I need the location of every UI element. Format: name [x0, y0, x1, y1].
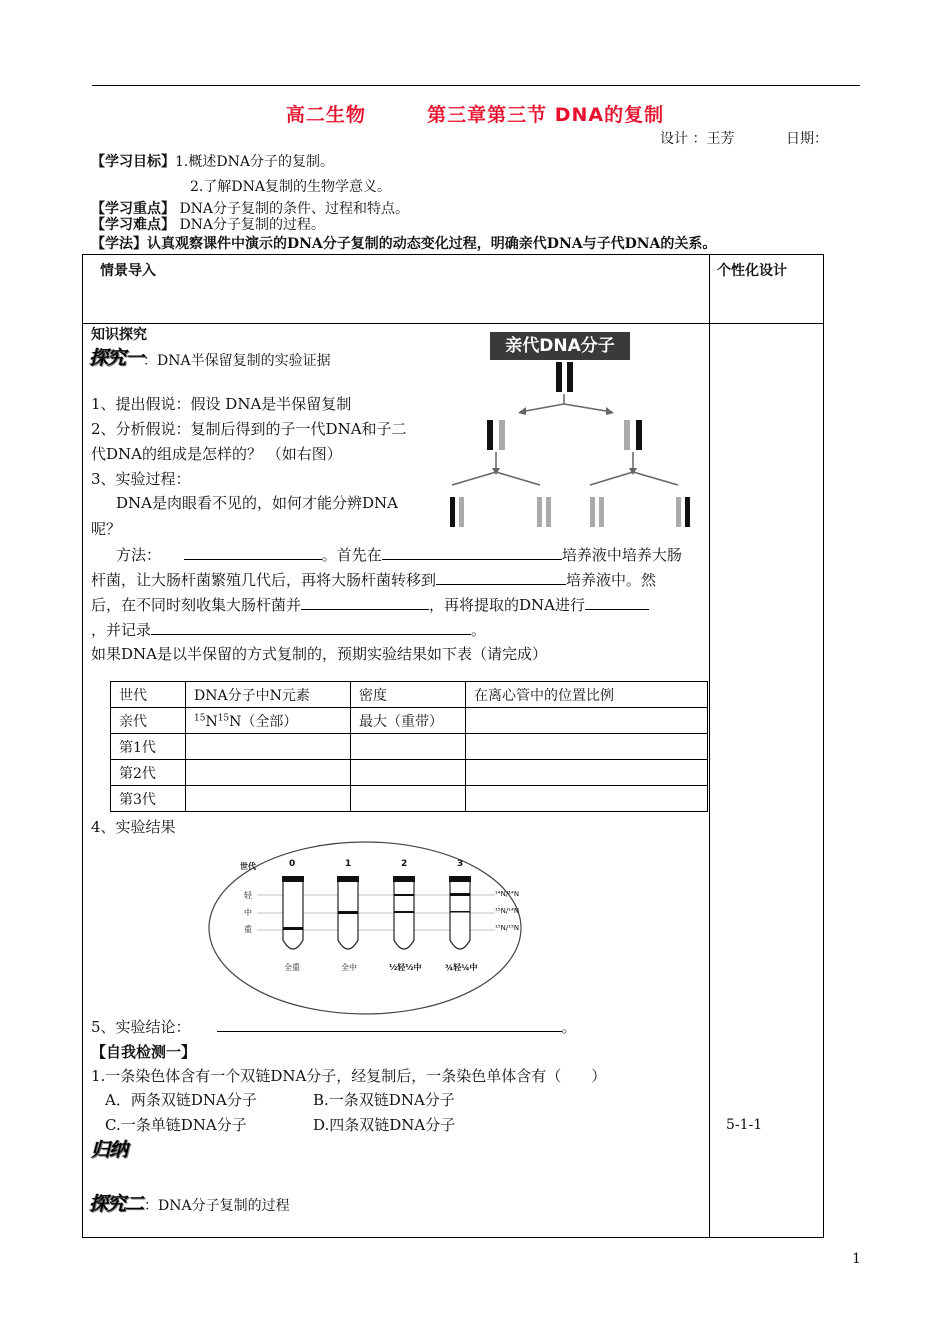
- gen2-1-old: [450, 497, 455, 527]
- blank-record[interactable]: [151, 620, 471, 635]
- question-a: DNA是肉眼看不见的，如何才能分辨DNA: [116, 494, 398, 512]
- cell-position[interactable]: [466, 734, 708, 760]
- tube-1: [337, 876, 359, 949]
- result-table-header-row: [111, 682, 708, 708]
- cell-position[interactable]: [466, 786, 708, 812]
- parent-strand-left: [556, 362, 562, 392]
- method-text-2: 。首先在: [321, 546, 382, 564]
- blank-medium-2[interactable]: [436, 570, 566, 585]
- method-text-5: 培养液中。然: [566, 571, 657, 589]
- explore-two-title: ：DNA分子复制的过程: [144, 1198, 290, 1214]
- summary-stamp: 归纳: [91, 1139, 128, 1161]
- designer-label: 设计 ：王芳: [660, 131, 735, 147]
- gen1-b-new: [624, 420, 630, 450]
- difficulty-text: DNA分子复制的过程。: [179, 217, 326, 233]
- option-d[interactable]: D.四条双链DNA分子: [313, 1116, 456, 1134]
- header-density: 密度: [351, 682, 466, 708]
- fig-band-heavy: 重: [244, 925, 252, 934]
- band-heavy: [283, 927, 303, 930]
- method-fill-line-4: [91, 620, 486, 640]
- cell-density[interactable]: [351, 786, 466, 812]
- goal-1: 1.概述DNA分子的复制。: [175, 154, 334, 170]
- cell-generation: 第1代: [111, 734, 186, 760]
- cell-generation: 亲代: [111, 708, 186, 734]
- option-c[interactable]: C.一条单链DNA分子: [105, 1116, 247, 1134]
- band-mid: [338, 911, 358, 914]
- method-fill-line-2: [91, 570, 656, 590]
- parent-strand-right: [567, 362, 573, 392]
- title-chapter: 第三章第三节 DNA的复制: [427, 104, 665, 126]
- method-text: 认真观察课件中演示的DNA分子复制的动态变化过程，明确亲代DNA与子代DNA的关系。: [147, 236, 717, 252]
- arrow-left-1: [520, 404, 564, 412]
- page-number: 1: [852, 1251, 861, 1267]
- fig-bottom-2: ½轻½中: [389, 963, 422, 972]
- gen1-b-old: [636, 420, 642, 450]
- explore-two-stamp: 探究二: [89, 1193, 144, 1215]
- step-2b: 代DNA的组成是怎样的？ （如右图）: [91, 445, 342, 463]
- method-fill-line-3: [91, 595, 649, 615]
- step-3: 3、实验过程：: [91, 470, 191, 488]
- method-text-8: ，并记录: [91, 621, 152, 639]
- key-label: 【学习重点】: [91, 201, 175, 217]
- blank-process[interactable]: [585, 595, 649, 610]
- fig-bottom-1: 全中: [341, 963, 357, 972]
- header-rule: [92, 85, 860, 86]
- gen2-3-a: [590, 497, 595, 527]
- method-text-9: 。: [471, 621, 487, 639]
- fig-bottom-0: 全重: [284, 963, 300, 972]
- blank-conclusion[interactable]: [217, 1017, 562, 1032]
- table-row: [111, 760, 708, 786]
- conclusion-end: 。: [561, 1018, 577, 1036]
- method-text-1: 方法：: [116, 546, 162, 564]
- tube-2: [393, 876, 415, 949]
- fig-band-light: 轻: [244, 891, 252, 900]
- selfcheck-question: 1.一条染色体含有一个双链DNA分子，经复制后，一条染色单体含有（ ）: [91, 1067, 607, 1085]
- tube-3: [449, 876, 471, 949]
- fig-gen-1: 1: [345, 859, 352, 869]
- fig-gen-3: 3: [457, 859, 464, 869]
- method-text-3: 培养液中培养大肠: [561, 546, 682, 564]
- expectation-text: 如果DNA是以半保留的方式复制的，预期实验结果如下表（请完成）: [91, 645, 547, 663]
- date-label: 日期：: [786, 131, 828, 147]
- n-symbol: N: [205, 713, 218, 730]
- cell-density[interactable]: [351, 734, 466, 760]
- goal-label: 【学习目标】: [91, 154, 175, 170]
- option-a[interactable]: A．两条双链DNA分子: [105, 1091, 257, 1109]
- difficulty-line: [91, 216, 325, 234]
- option-b[interactable]: B.一条双链DNA分子: [313, 1091, 455, 1109]
- cell-generation: 第3代: [111, 786, 186, 812]
- goal-2: 2.了解DNA复制的生物学意义。: [190, 179, 391, 195]
- personal-note: 5-1-1: [726, 1117, 763, 1133]
- question-b: 呢？: [91, 520, 122, 538]
- gen1-a-new: [499, 420, 505, 450]
- cell-density: 最大（重带）: [351, 708, 466, 734]
- gen1-a-old: [487, 420, 493, 450]
- cell-position[interactable]: [466, 760, 708, 786]
- method-text-7: ，再将提取的DNA进行: [429, 596, 586, 614]
- step-1: 1、提出假说：假设 DNA是半保留复制: [91, 395, 352, 413]
- fig-bottom-3: ¾轻¼中: [445, 963, 478, 972]
- difficulty-label: 【学习难点】: [91, 217, 175, 233]
- tube-0: [282, 876, 304, 949]
- cell-density[interactable]: [351, 760, 466, 786]
- gen2-1-new: [459, 497, 464, 527]
- table-row-divider: [83, 323, 823, 324]
- method-line: [91, 235, 716, 253]
- replication-diagram: [440, 360, 710, 535]
- gen2-4-old: [685, 497, 690, 527]
- gen2-2-b: [546, 497, 551, 527]
- fig-iso-light: ¹⁴N/¹⁴N: [495, 890, 520, 898]
- fig-band-mid: 中: [244, 908, 252, 917]
- page-title: [0, 100, 950, 127]
- isotope-sup-1: 15: [194, 712, 206, 723]
- method-label: 【学法】: [91, 236, 147, 252]
- fig-iso-heavy: ¹⁵N/¹⁵N: [495, 924, 520, 932]
- key-text: DNA分子复制的条件、过程和特点。: [179, 201, 410, 217]
- header-n-element: DNA分子中N元素: [186, 682, 351, 708]
- fig-iso-mid: ¹⁵N/¹⁴N: [495, 907, 520, 915]
- cell-generation: 第2代: [111, 760, 186, 786]
- fig-gen-0: 0: [289, 859, 296, 869]
- explore-one-stamp: 探究一: [89, 347, 144, 369]
- method-text-6: 后，在不同时刻收集大肠杆菌并: [91, 596, 302, 614]
- parent-dna-title: 亲代DNA分子: [490, 332, 630, 360]
- n-suffix: N（全部）: [229, 713, 298, 730]
- isotope-sup-2: 15: [217, 712, 230, 723]
- cell-position[interactable]: [466, 708, 708, 734]
- title-subject: 高二生物: [285, 104, 366, 126]
- method-text-4: 杆菌，让大肠杆菌繁殖几代后，再将大肠杆菌转移到: [91, 571, 437, 589]
- knowledge-label: 知识探究: [91, 327, 147, 343]
- result-table: [110, 681, 708, 812]
- fig-gen-2: 2: [401, 859, 408, 869]
- goal-line-1: [91, 153, 334, 171]
- explore-one-title: ：DNA半保留复制的实验证据: [143, 353, 331, 369]
- table-row: [111, 786, 708, 812]
- conclusion-line: [91, 1017, 577, 1037]
- blank-method[interactable]: [184, 545, 322, 560]
- step-4: 4、实验结果: [91, 818, 176, 836]
- step-2a: 2、分析假说：复制后得到的子一代DNA和子二: [91, 420, 407, 438]
- gen2-3-b: [599, 497, 604, 527]
- method-fill-line-1: [116, 545, 682, 565]
- cell-n-element[interactable]: [186, 734, 351, 760]
- table-row: [111, 734, 708, 760]
- conclusion-label: 5、实验结论：: [91, 1018, 191, 1036]
- fig-gen-label: 世代: [240, 862, 256, 871]
- gen2-2-a: [537, 497, 542, 527]
- gen2-4-new: [676, 497, 681, 527]
- intro-header: 情景导入: [100, 263, 156, 279]
- header-position: 在离心管中的位置比例: [466, 682, 708, 708]
- cell-n-element[interactable]: [186, 786, 351, 812]
- cell-n-element[interactable]: [186, 760, 351, 786]
- blank-collect[interactable]: [301, 595, 429, 610]
- blank-medium-1[interactable]: [382, 545, 562, 560]
- cell-n-element: [186, 708, 351, 734]
- table-row: [111, 708, 708, 734]
- selfcheck-label: 【自我检测一】: [91, 1043, 197, 1061]
- arrow-right-1: [564, 404, 612, 412]
- personal-design-header: 个性化设计: [717, 263, 787, 279]
- header-generation: 世代: [111, 682, 186, 708]
